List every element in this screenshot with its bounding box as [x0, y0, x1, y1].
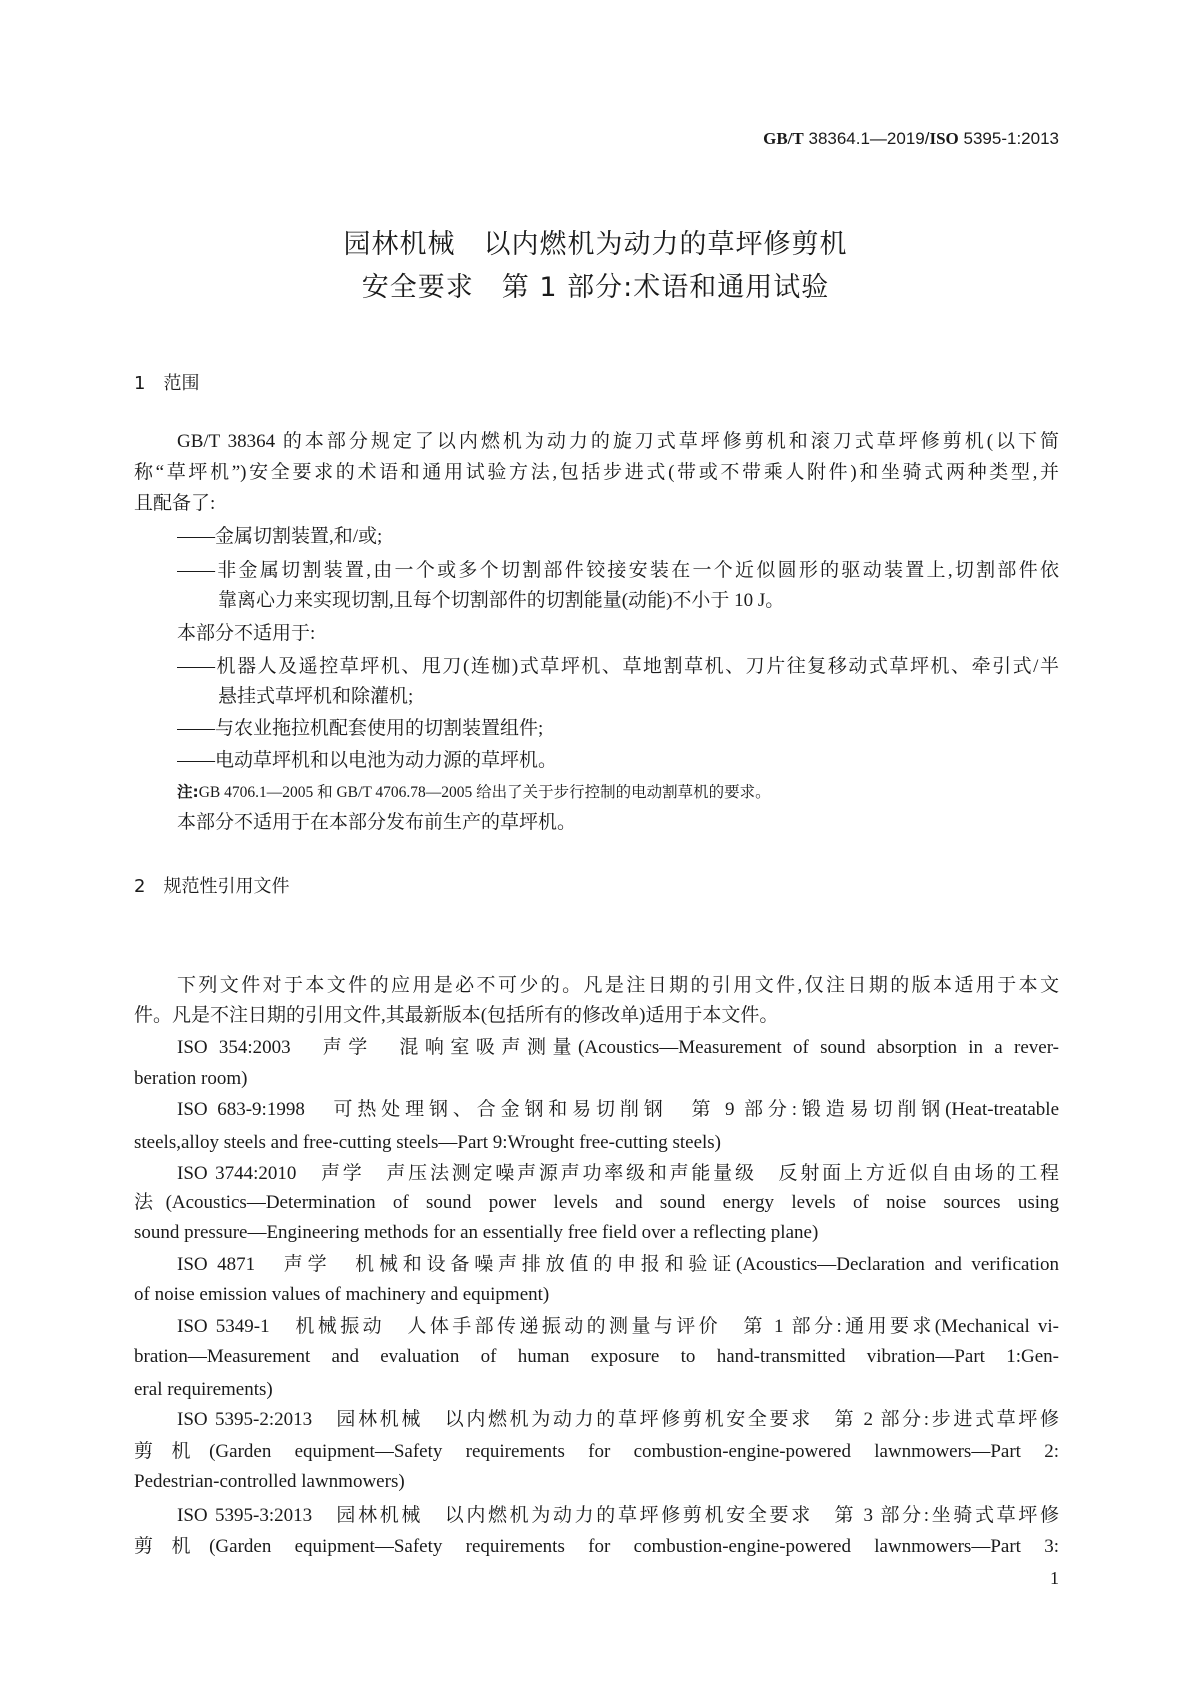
reference-entry: ISO 683-9:1998 可热处理钢、合金钢和易切削钢 第 9 部分:锻造易切削钢(Heat-treatable	[177, 1099, 1059, 1120]
list-item-continuation: 靠离心力来实现切割,且每个切割部件的切割能量(动能)不小于 10 J。	[218, 590, 785, 611]
reference-continuation: Pedestrian-controlled lawnmowers)	[134, 1471, 405, 1492]
reference-continuation: 法(Acoustics—Determination of sound power levels and sound energy levels of noise sources using	[134, 1192, 1059, 1213]
list-item: ——与农业拖拉机配套使用的切割装置组件;	[177, 718, 544, 739]
reference-entry: ISO 5395-2:2013 园林机械 以内燃机为动力的草坪修剪机安全要求 第 2 部分:步进式草坪修	[177, 1409, 1059, 1430]
reference-continuation: bration—Measurement and evaluation of human exposure to hand-transmitted vibration—Part 1:Gen-	[134, 1346, 1059, 1367]
reference-entry: ISO 4871 声学 机械和设备噪声排放值的申报和验证(Acoustics—Declaration and verification	[177, 1254, 1059, 1275]
std-number: 38364.1—2019/	[808, 129, 930, 148]
list-item: ——机器人及遥控草坪机、甩刀(连枷)式草坪机、草地割草机、刀片往复移动式草坪机、牵引式/半	[177, 656, 1059, 677]
section-heading-normative-references	[134, 875, 289, 899]
reference-continuation: of noise emission values of machinery and equipment)	[134, 1284, 550, 1305]
page-number: 1	[1050, 1568, 1059, 1588]
section-title: 范围	[163, 373, 200, 394]
reference-continuation: 剪机(Garden equipment—Safety requirements for combustion-engine-powered lawnmowers—Part 2:	[134, 1441, 1059, 1462]
reference-entry: ISO 3744:2010 声学 声压法测定噪声源声功率级和声能量级 反射面上方近似自由场的工程	[177, 1163, 1059, 1184]
reference-continuation: steels,alloy steels and free-cutting steels—Part 9:Wrought free-cutting steels)	[134, 1132, 721, 1153]
reference-continuation: eral requirements)	[134, 1379, 273, 1400]
section-number: 2	[134, 876, 146, 897]
section-heading-scope	[134, 372, 199, 396]
text-line: 称“草坪机”)安全要求的术语和通用试验方法,包括步进式(带或不带乘人附件)和坐骑式两种类型,并	[134, 462, 1059, 483]
reference-continuation: sound pressure—Engineering methods for an essentially free field over a reflecting plane)	[134, 1222, 819, 1243]
document-title-line1: 园林机械 以内燃机为动力的草坪修剪机	[343, 229, 848, 260]
list-item-continuation: 悬挂式草坪机和除灌机;	[218, 686, 414, 707]
reference-continuation: beration room)	[134, 1068, 248, 1089]
standard-number-header	[763, 127, 1059, 151]
list-item: ——电动草坪机和以电池为动力源的草坪机。	[177, 750, 558, 771]
iso-number: 5395-1:2013	[963, 129, 1059, 148]
reference-entry: ISO 5395-3:2013 园林机械 以内燃机为动力的草坪修剪机安全要求 第 3 部分:坐骑式草坪修	[177, 1505, 1059, 1526]
note	[177, 780, 1059, 804]
std-prefix: GB/T	[763, 129, 804, 148]
note-text: GB 4706.1—2005 和 GB/T 4706.78—2005 给出了关于步行控制的电动割草机的要求。	[198, 784, 771, 801]
text-line: 本部分不适用于:	[177, 623, 316, 644]
section-number: 1	[134, 373, 146, 394]
text-line: 件。凡是不注日期的引用文件,其最新版本(包括所有的修改单)适用于本文件。	[134, 1005, 779, 1026]
list-item: ——非金属切割装置,由一个或多个切割部件铰接安装在一个近似圆形的驱动装置上,切割部件依	[177, 560, 1059, 581]
reference-entry: ISO 354:2003 声学 混响室吸声测量(Acoustics—Measurement of sound absorption in a rever-	[177, 1037, 1059, 1058]
iso-prefix: ISO	[929, 129, 959, 148]
section-title: 规范性引用文件	[163, 876, 290, 897]
reference-continuation: 剪机(Garden equipment—Safety requirements for combustion-engine-powered lawnmowers—Part 3:	[134, 1536, 1059, 1557]
reference-entry: ISO 5349-1 机械振动 人体手部传递振动的测量与评价 第 1 部分:通用要求(Mechanical vi-	[177, 1316, 1059, 1337]
list-item: ——金属切割装置,和/或;	[177, 526, 383, 547]
text-line: GB/T 38364 的本部分规定了以内燃机为动力的旋刀式草坪修剪机和滚刀式草坪修剪机(以下简	[177, 431, 1059, 452]
note-label: 注:	[177, 783, 199, 801]
text-line: 下列文件对于本文件的应用是必不可少的。凡是注日期的引用文件,仅注日期的版本适用于本文	[177, 975, 1059, 996]
text-line: 且配备了:	[134, 493, 216, 514]
document-title-line2: 安全要求 第 1 部分:术语和通用试验	[361, 272, 830, 303]
text-line: 本部分不适用于在本部分发布前生产的草坪机。	[177, 812, 577, 833]
